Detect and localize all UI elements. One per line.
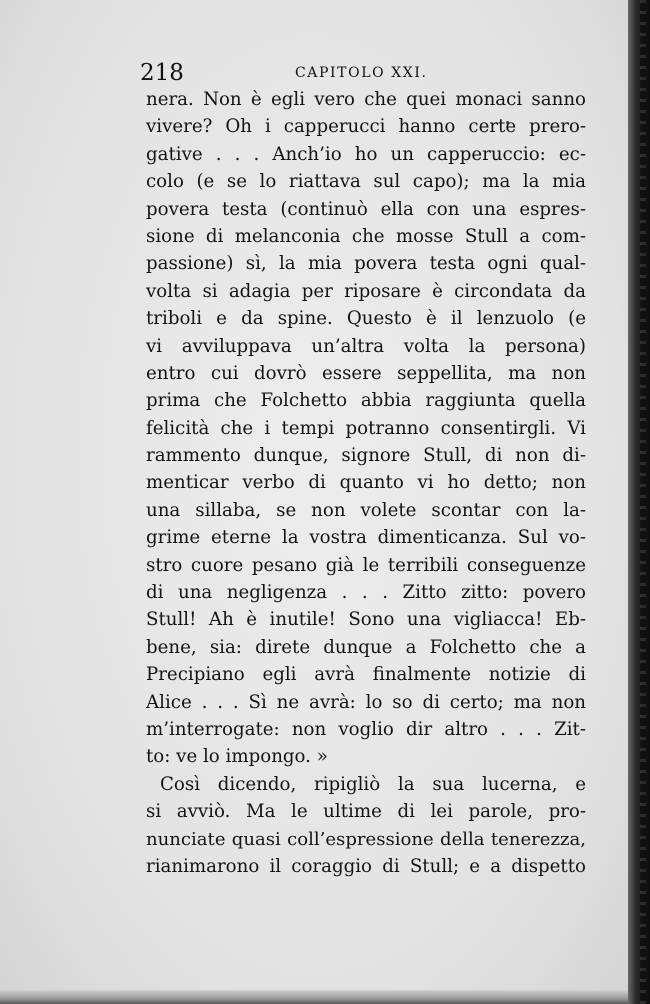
text-line: m’interrogate: non voglio dir altro . . . Zit- xyxy=(146,718,586,740)
text-line: bene, sia: direte dunque a Folchetto che a xyxy=(146,636,586,658)
text-line: passione) sì, la mia povera testa ogni qual- xyxy=(146,253,586,275)
text-line: nera. Non è egli vero che quei monaci sanno xyxy=(146,89,586,110)
text-line: gative . . . Anch’io ho un capperuccio: ec- xyxy=(146,143,586,165)
text-line: felicità che i tempi potranno consentirgli. Vi xyxy=(146,417,586,439)
text-line: rammento dunque, signore Stull, di non di- xyxy=(146,445,586,467)
text-line: sione di melanconia che mosse Stull a com- xyxy=(146,225,586,247)
paragraph-1 xyxy=(146,86,586,771)
text-line: entro cui dovrò essere seppellita, ma non xyxy=(146,362,586,384)
text-line: colo (e se lo riattava sul capo); ma la mia xyxy=(146,171,586,193)
body-text xyxy=(146,86,586,880)
text-line: nunciate quasi coll’espressione della tenerezza, xyxy=(146,828,586,850)
page-bottom-edge xyxy=(0,990,628,1004)
text-line: si avviò. Ma le ultime di lei parole, pro- xyxy=(146,801,586,823)
text-line: stro cuore pesano già le terribili conseguenze xyxy=(146,554,586,576)
text-line: triboli e da spine. Questo è il lenzuolo (e xyxy=(146,308,586,330)
text-line: volta si adagia per riposare è circondata da xyxy=(146,280,586,302)
text-line: una sillaba, se non volete scontar con la- xyxy=(146,499,586,521)
chapter-title: CAPITOLO XXI. xyxy=(295,65,428,81)
text-line: Precipiano egli avrà finalmente notizie di xyxy=(146,664,586,686)
text-line: vi avviluppava un’altra volta la persona) xyxy=(146,335,586,357)
text-line: povera testa (continuò ella con una espres- xyxy=(146,198,586,220)
text-line: to: ve lo impongo. » xyxy=(146,746,328,768)
spine-texture xyxy=(640,0,646,1004)
text-line: vivere? Oh i capperucci hanno certe prero- xyxy=(146,116,586,138)
text-line: Alice . . . Sì ne avrà: lo so di certo; ma non xyxy=(146,691,586,713)
text-line: di una negligenza . . . Zitto zitto: povero xyxy=(146,582,586,604)
text-line: menticar verbo di quanto vi ho detto; non xyxy=(146,472,586,494)
book-binding-edge xyxy=(628,0,650,1004)
paragraph-2 xyxy=(146,771,586,881)
text-line: prima che Folchetto abbia raggiunta quella xyxy=(146,390,586,412)
text-line: rianimarono il coraggio di Stull; e a dispetto xyxy=(146,855,586,877)
page-number: 218 xyxy=(140,60,184,86)
text-line: Stull! Ah è inutile! Sono una vigliacca! Eb- xyxy=(146,609,586,631)
text-line: grime eterne la vostra dimenticanza. Sul vo- xyxy=(146,527,586,549)
running-head xyxy=(0,58,628,88)
text-line: Così dicendo, ripigliò la sua lucerna, e xyxy=(160,773,586,795)
